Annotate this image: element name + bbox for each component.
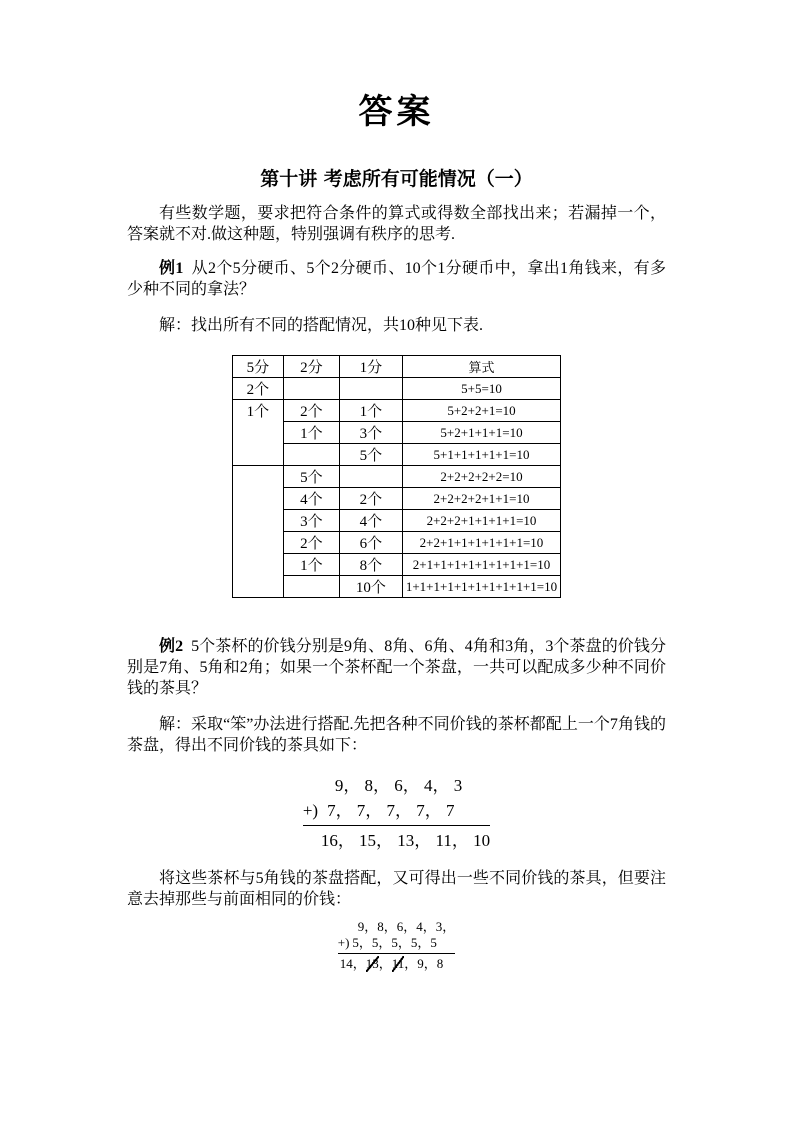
table-header-cell: 1分 [339,356,402,378]
intro-paragraph: 有些数学题，要求把符合条件的算式或得数全部找出来；若漏掉一个，答案就不对.做这种题，特别强调有秩序的思考. [127,205,666,243]
addition-2-block [338,919,456,972]
addition-1-bottom-row [303,798,490,826]
table-cell: 5+1+1+1+1+1=10 [402,444,560,466]
table-cell: 5+2+2+1=10 [402,400,560,422]
table-cell: 2+2+2+2+1+1=10 [402,488,560,510]
table-row [232,400,560,422]
doc-title: 答案 [358,92,435,132]
example2-solution: 解：采取“笨”办法进行搭配.先把各种不同价钱的茶杯都配上一个7角钱的茶盘，得出不同价钱的茶具如下： [127,716,666,754]
table-cell: 2个 [232,378,283,400]
struck-value: 11 [391,956,405,971]
addition-1-top-row: 9， 8， 6， 4， 3 [334,776,463,795]
addition-1-block [303,773,490,853]
sum-part: ， [378,956,392,971]
table-cell [232,466,283,598]
table-cell [283,576,339,598]
table-header-row [232,356,560,378]
table-cell: 5+2+1+1+1=10 [402,422,560,444]
example2-label: 例2 [159,638,184,655]
table-cell: 5+5=10 [402,378,560,400]
table-cell: 2个 [283,532,339,554]
table-cell: 2+2+2+2+2=10 [402,466,560,488]
table-cell: 8个 [339,554,402,576]
table-cell: 1个 [283,554,339,576]
table-cell: 5个 [283,466,339,488]
struck-value: 13 [365,956,379,971]
example1-question: 从2个5分硬币、5个2分硬币、10个1分硬币中，拿出1角钱来，有多少种不同的拿法？ [127,260,666,298]
coin-combinations-table [232,355,561,598]
addition-2-bottom-row [338,935,456,954]
table-cell: 1个 [283,422,339,444]
addition-2-top-row: 9，8，6，4，3， [357,919,456,934]
plus-sign: +) [302,801,319,820]
addition-2-sum-row [338,954,456,972]
example2-paragraph [127,636,666,699]
table-cell [283,444,339,466]
table-cell: 2+1+1+1+1+1+1+1+1=10 [402,554,560,576]
example2-note: 将这些茶杯与5角钱的茶盘搭配，又可得出一些不同价钱的茶具，但要注意去掉那些与前面相同的价钱： [127,870,666,908]
table-cell: 2+2+1+1+1+1+1+1=10 [402,532,560,554]
plus-sign: +) [337,935,350,950]
table-cell: 2+2+2+1+1+1+1=10 [402,510,560,532]
example2-question: 5个茶杯的价钱分别是9角、8角、6角、4角和3角，3个茶盘的价钱分别是7角、5角和2角；如果一个茶杯配一个茶盘，一共可以配成多少种不同价钱的茶具？ [127,638,666,697]
table-row [232,466,560,488]
table-cell: 5个 [339,444,402,466]
sum-part: 14， [339,956,366,971]
coin-table-container [127,355,666,598]
addition-2 [127,919,666,973]
addition-1-addends: 7， 7， 7， 7， 7 [327,801,455,820]
table-cell: 1+1+1+1+1+1+1+1+1+1=10 [402,576,560,598]
table-cell: 1个 [232,400,283,466]
table-cell [339,466,402,488]
table-cell: 6个 [339,532,402,554]
sum-part: ，9，8 [404,956,444,971]
table-cell: 4个 [339,510,402,532]
addition-2-addends: 5，5，5，5，5 [352,935,437,950]
table-row [232,378,560,400]
table-cell: 3个 [339,422,402,444]
table-cell: 1个 [339,400,402,422]
example1-solution: 解：找出所有不同的搭配情况，共10种见下表. [159,317,484,334]
table-header-cell: 算式 [402,356,560,378]
table-header-cell: 2分 [283,356,339,378]
table-cell: 10个 [339,576,402,598]
table-cell: 4个 [283,488,339,510]
section-title: 第十讲 考虑所有可能情况（一） [260,168,533,190]
table-cell: 2个 [283,400,339,422]
table-header-cell: 5分 [232,356,283,378]
table-cell: 3个 [283,510,339,532]
table-cell [283,378,339,400]
addition-1-sum-row: 16， 15， 13， 11， 10 [320,831,491,850]
table-cell: 2个 [339,488,402,510]
table-cell [339,378,402,400]
addition-1 [127,773,666,853]
example1-paragraph [127,258,666,300]
example1-label: 例1 [159,260,184,277]
